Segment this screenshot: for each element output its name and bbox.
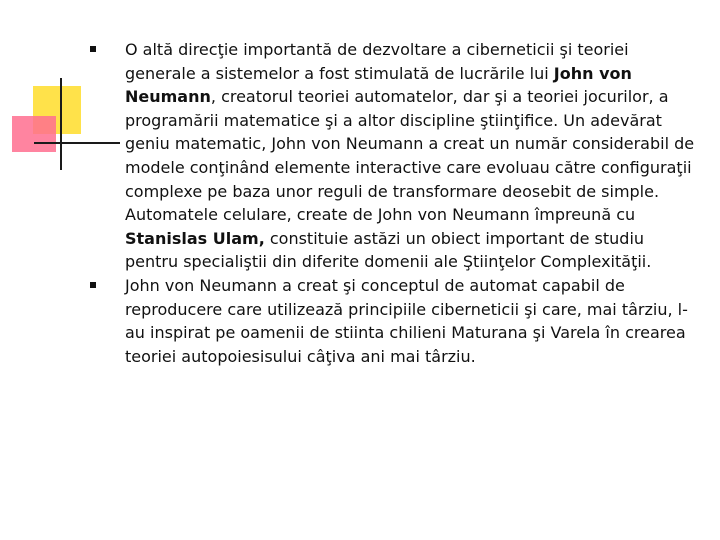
pink-square (12, 116, 56, 152)
bullet-square-icon (90, 46, 96, 52)
bullet-text (125, 38, 698, 274)
bold-name: John von Neumann (125, 63, 632, 107)
bold-name: Stanislas Ulam, (125, 228, 265, 248)
bullet-item (88, 274, 698, 368)
vertical-line (60, 78, 62, 170)
bullet-list (88, 38, 698, 368)
bullet-text (125, 274, 698, 368)
text-run: O altă direcţie importantă de dezvoltare a ciberneticii şi teoriei generale a sistemelor a fost stimulată de lucrările lui (125, 40, 629, 83)
bullet-square-icon (90, 282, 96, 288)
text-run: , creatorul teoriei automatelor, dar şi a teoriei jocurilor, a programării matematice şi a altor discipline ştiinţifice. Un adevărat geniu matematic, John von Neumann a creat un număr considerabil de modele conţinând elemente interactive care evoluau către configuraţii complexe pe baza unor reguli de transformare deosebit de simple. Automatele celulare, create de John von Neumann împreună cu (125, 87, 695, 225)
text-run: John von Neumann a creat şi conceptul de automat capabil de reproducere care utilizează principiile ciberneticii şi care, mai târziu, l-au inspirat pe oamenii de stiinta chilieni Maturana şi Varela în crearea teoriei autopoiesisului câţiva ani mai târziu. (125, 275, 688, 366)
bullet-item (88, 38, 698, 274)
text-run: constituie astăzi un obiect important de studiu pentru specialiştii din diferite domenii ale Ştiinţelor Complexităţii. (125, 228, 652, 272)
